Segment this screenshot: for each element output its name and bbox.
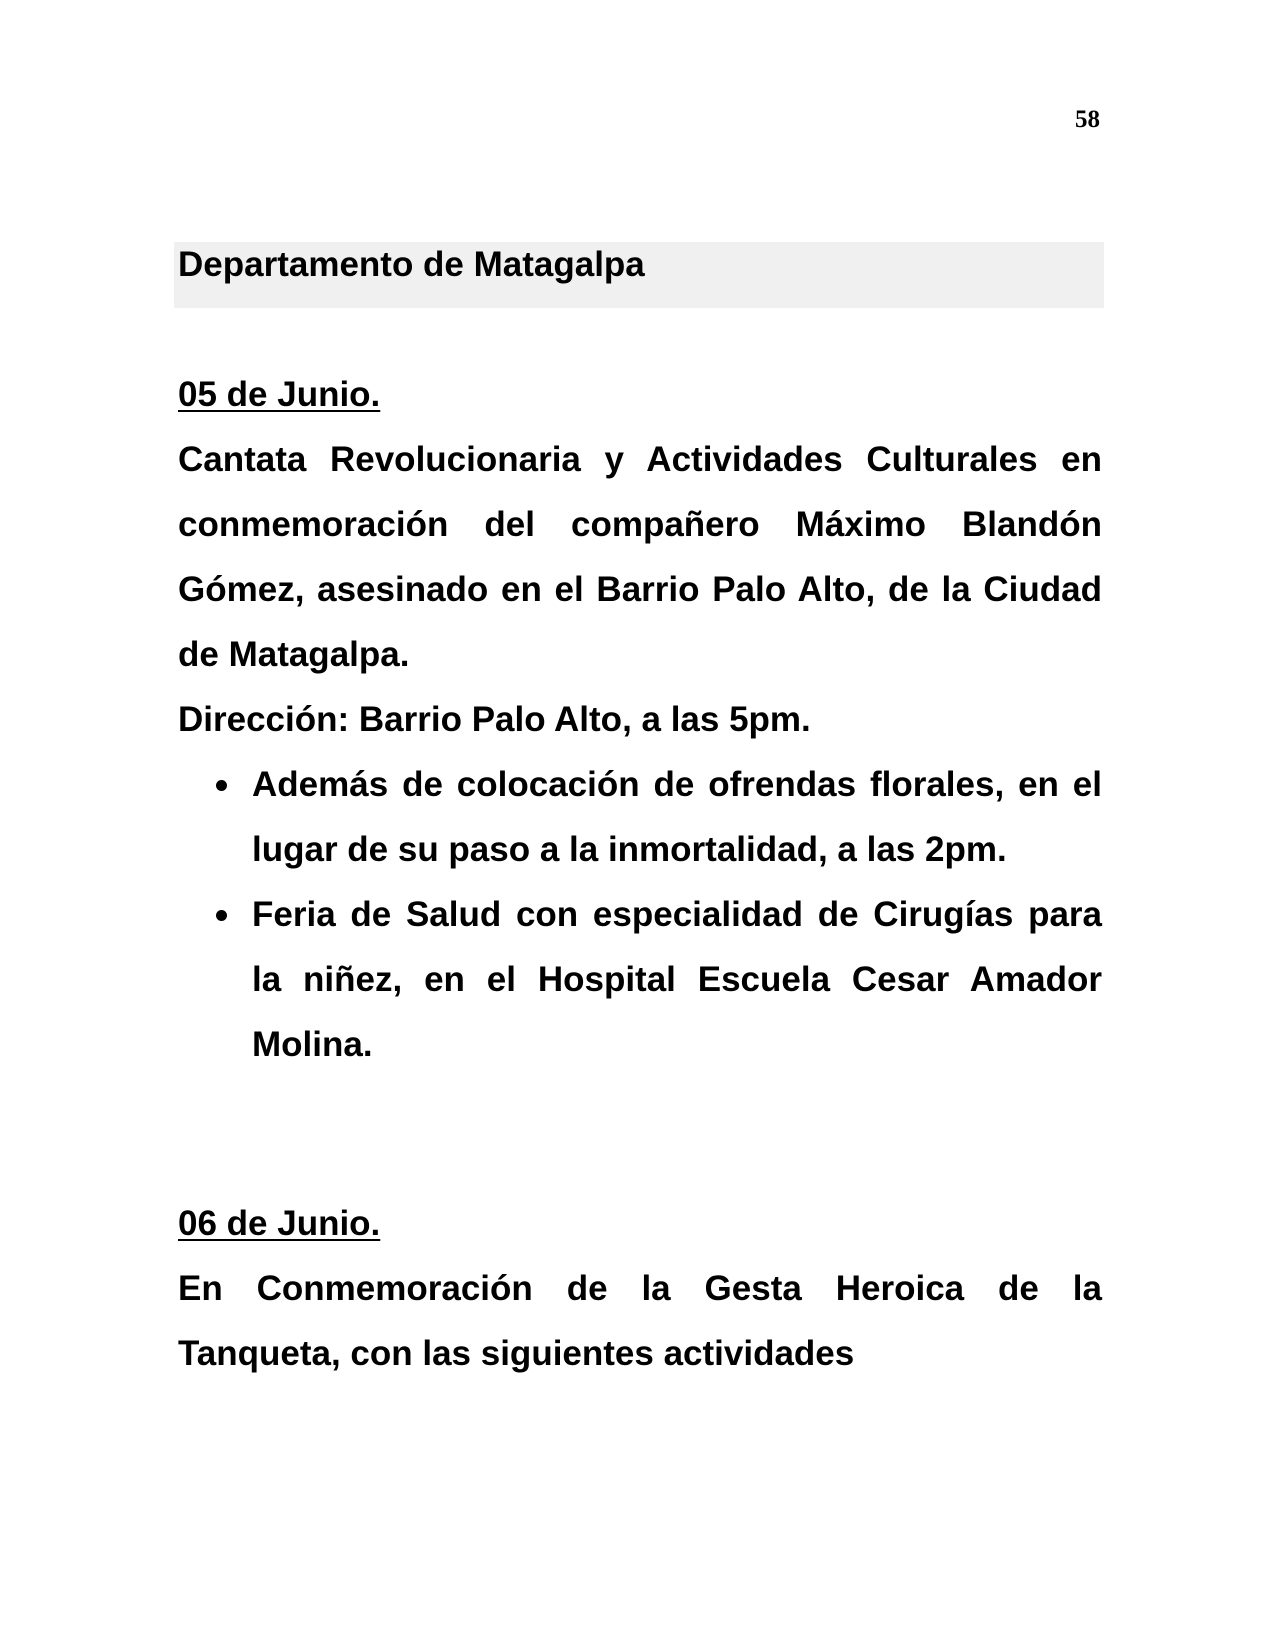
entry-june-06 bbox=[178, 1191, 1102, 1386]
list-item bbox=[178, 882, 1102, 1077]
bullet-list bbox=[178, 752, 1102, 1077]
list-item-text: Feria de Salud con especialidad de Cirugías para la niñez, en el Hospital Escuela Cesar Amador Molina. bbox=[252, 895, 1102, 1064]
entry-description: En Conmemoración de la Gesta Heroica de la Tanqueta, con las siguientes actividades bbox=[178, 1269, 1102, 1373]
entry-date: 05 de Junio. bbox=[178, 375, 381, 414]
entry-address: Dirección: Barrio Palo Alto, a las 5pm. bbox=[178, 700, 811, 739]
list-item-text: Además de colocación de ofrendas florales, en el lugar de su paso a la inmortalidad, a las 2pm. bbox=[252, 765, 1102, 869]
bullet-icon bbox=[216, 910, 227, 921]
entry-june-05 bbox=[178, 362, 1102, 1077]
section-title: Departamento de Matagalpa bbox=[178, 245, 645, 284]
page-number: 58 bbox=[1075, 106, 1100, 133]
entry-date: 06 de Junio. bbox=[178, 1204, 381, 1243]
bullet-icon bbox=[216, 780, 227, 791]
entry-description: Cantata Revolucionaria y Actividades Culturales en conmemoración del compañero Máximo Blandón Gómez, asesinado en el Barrio Palo Alto, de la Ciudad de Matagalpa. bbox=[178, 440, 1102, 674]
list-item bbox=[178, 752, 1102, 882]
